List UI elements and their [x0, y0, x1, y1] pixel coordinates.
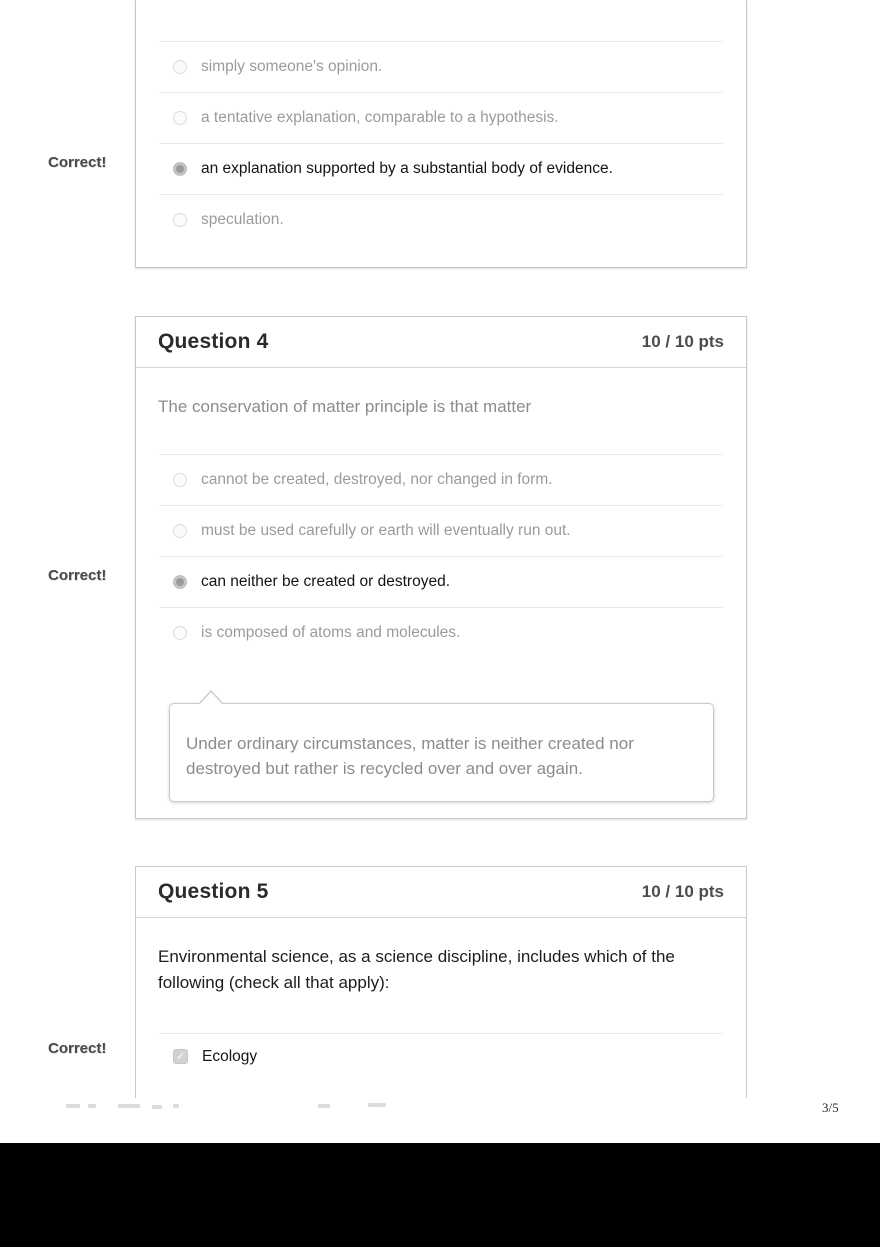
radio-unselected-icon[interactable]: [173, 626, 187, 640]
question-5-header: [136, 867, 746, 918]
question-prompt: The conservation of matter principle is that matter: [158, 397, 532, 416]
feedback-text: Under ordinary circumstances, matter is neither created nor: [186, 734, 634, 753]
answer-option-label: simply someone's opinion.: [201, 58, 383, 75]
question-title: Question 5: [158, 880, 269, 903]
feedback-text: destroyed but rather is recycled over and over again.: [186, 759, 583, 778]
radio-unselected-icon[interactable]: [173, 473, 187, 487]
answer-option-label: is composed of atoms and molecules.: [201, 624, 461, 641]
radio-unselected-icon[interactable]: [173, 111, 187, 125]
answer-feedback-bubble: [169, 703, 714, 802]
answer-option[interactable]: [159, 607, 723, 658]
answer-option[interactable]: [159, 505, 723, 556]
radio-unselected-icon[interactable]: [173, 213, 187, 227]
radio-selected-icon[interactable]: [173, 162, 187, 176]
correct-flag-q3: Correct!: [48, 154, 107, 171]
bubble-arrow-icon: [198, 690, 224, 704]
question-points: 10 / 10 pts: [641, 882, 724, 901]
answer-option-label: can neither be created or destroyed.: [201, 573, 451, 590]
question-prompt: [158, 944, 724, 996]
answer-option-label: an explanation supported by a substantial body of evidence.: [201, 160, 613, 177]
answer-option-label: Ecology: [202, 1047, 258, 1065]
scan-bottom-black-bar: [0, 1143, 880, 1247]
question-prompt-line: Environmental science, as a science discipline, includes which of the: [158, 947, 675, 966]
question-4-card: [135, 316, 747, 819]
question-3-answers: [159, 41, 723, 245]
answer-option-label: must be used carefully or earth will eventually run out.: [201, 522, 571, 539]
question-4-header: [136, 317, 746, 368]
answer-option-label: cannot be created, destroyed, nor changed in form.: [201, 471, 553, 488]
answer-option[interactable]: [159, 41, 723, 92]
correct-flag-q5: Correct!: [48, 1040, 107, 1057]
question-5-answers: [159, 1033, 723, 1079]
radio-unselected-icon[interactable]: [173, 524, 187, 538]
question-points: 10 / 10 pts: [641, 332, 724, 351]
question-title: Question 4: [158, 330, 269, 353]
radio-unselected-icon[interactable]: [173, 60, 187, 74]
question-4-answers: [159, 454, 723, 658]
answer-option[interactable]: [159, 92, 723, 143]
answer-option[interactable]: [159, 194, 723, 245]
question-3-card: [135, 0, 747, 268]
answer-option-label: a tentative explanation, comparable to a hypothesis.: [201, 109, 559, 126]
checkbox-checked-icon[interactable]: ✓: [173, 1049, 188, 1064]
question-5-card: [135, 866, 747, 1098]
answer-option-selected[interactable]: [159, 143, 723, 194]
correct-flag-q4: Correct!: [48, 567, 107, 584]
radio-selected-icon[interactable]: [173, 575, 187, 589]
answer-option[interactable]: [159, 454, 723, 505]
answer-option-checked[interactable]: [159, 1033, 723, 1079]
answer-option-selected[interactable]: [159, 556, 723, 607]
page-number: 3/5: [822, 1100, 839, 1115]
question-prompt-line: following (check all that apply):: [158, 973, 390, 992]
answer-option-label: speculation.: [201, 211, 284, 228]
